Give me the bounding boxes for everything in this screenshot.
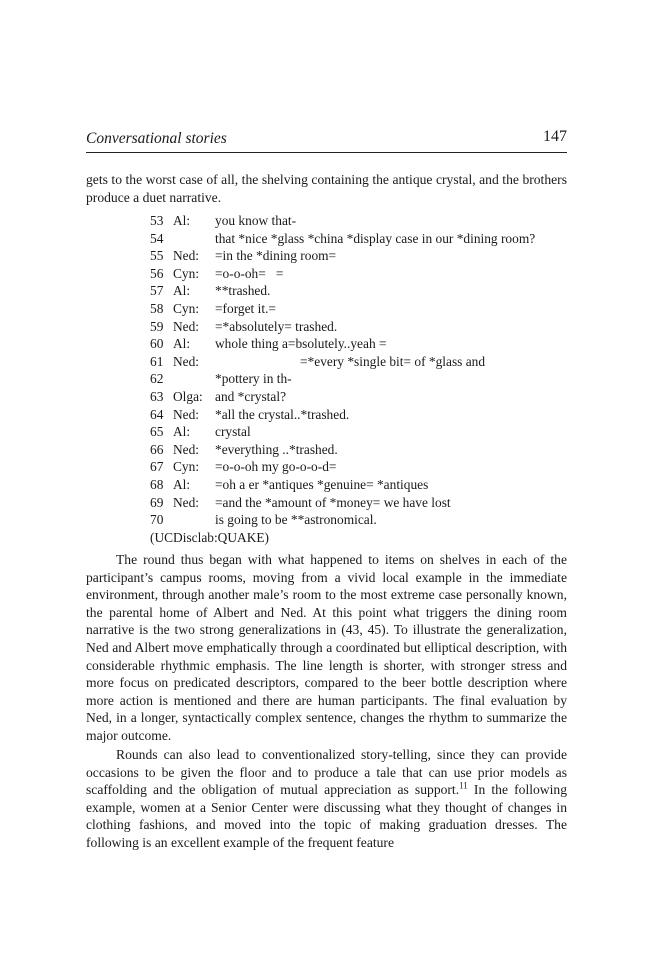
- speaker-label: Ned:: [173, 353, 200, 369]
- speaker-label: Al:: [173, 336, 191, 352]
- speaker-label: Al:: [173, 476, 191, 492]
- utterance-text: that *nice *glass *china *display case in our *dining room?: [215, 230, 536, 246]
- utterance-text: *all the crystal..*trashed.: [215, 406, 350, 422]
- speaker-label: Cyn:: [173, 459, 200, 475]
- transcript-excerpt: [150, 212, 570, 546]
- utterance-text: and *crystal?: [215, 388, 287, 404]
- speaker-label: Cyn:: [173, 300, 200, 316]
- line-number: 54: [150, 230, 164, 246]
- transcript-line: [150, 441, 570, 459]
- line-number: 58: [150, 300, 164, 316]
- transcript-line: [150, 282, 570, 300]
- transcript-line: [150, 212, 570, 230]
- line-number: 60: [150, 336, 164, 352]
- line-number: 61: [150, 353, 164, 369]
- line-number: 66: [150, 441, 164, 457]
- intro-paragraph: gets to the worst case of all, the shelving containing the antique crystal, and the brothers produce a duet narrative.: [86, 172, 567, 205]
- utterance-text: *pottery in th-: [215, 371, 292, 387]
- speaker-label: Al:: [173, 213, 191, 228]
- transcript-line: [150, 370, 570, 388]
- speaker-label: Ned:: [173, 494, 200, 510]
- transcript-line: [150, 458, 570, 476]
- paragraph-2-text: Rounds can also lead to conventionalized story-telling, since they can provide occasions to be given the floor and to produce a tale that can use prior models as scaffolding and the obligation of mutual appreciation as support.: [86, 747, 567, 798]
- utterance-text: =and the *amount of *money= we have lost: [215, 494, 451, 510]
- transcript-line: [150, 230, 570, 248]
- speaker-label: Ned:: [173, 406, 200, 422]
- utterance-text: =*absolutely= trashed.: [215, 318, 338, 334]
- utterance-text: crystal: [215, 424, 251, 440]
- utterance-text: *everything ..*trashed.: [215, 441, 338, 457]
- chapter-title: Conversational stories: [86, 130, 227, 147]
- line-number: 53: [150, 213, 164, 228]
- transcript-line: [150, 476, 570, 494]
- line-number: 63: [150, 388, 164, 404]
- transcript-source: (UCDisclab:QUAKE): [150, 529, 270, 545]
- line-number: 70: [150, 512, 164, 528]
- utterance-text: =forget it.=: [215, 300, 276, 316]
- line-number: 57: [150, 283, 164, 299]
- utterance-text: =*every *single bit= of *glass and: [300, 353, 486, 369]
- utterance-text: =o-o-oh= =: [215, 265, 284, 281]
- speaker-label: Ned:: [173, 318, 200, 334]
- line-number: 55: [150, 248, 164, 264]
- transcript-line: [150, 406, 570, 424]
- line-number: 59: [150, 318, 164, 334]
- speaker-label: Al:: [173, 283, 191, 299]
- transcript-line: [150, 318, 570, 336]
- utterance-text: is going to be **astronomical.: [215, 512, 377, 528]
- line-number: 64: [150, 406, 164, 422]
- transcript-line: [150, 247, 570, 265]
- utterance-text: =oh a er *antiques *genuine= *antiques: [215, 476, 429, 492]
- transcript-line: [150, 423, 570, 441]
- transcript-line: [150, 265, 570, 283]
- transcript-line: [150, 300, 570, 318]
- transcript-line: [150, 511, 570, 529]
- page-number: 147: [543, 128, 567, 145]
- line-number: 65: [150, 424, 164, 440]
- line-number: 68: [150, 476, 164, 492]
- utterance-text: you know that-: [215, 213, 297, 228]
- utterance-text: whole thing a=bsolutely..yeah =: [215, 336, 387, 352]
- utterance-text: **trashed.: [215, 283, 271, 299]
- transcript-line: [150, 353, 570, 371]
- transcript-line: [150, 388, 570, 406]
- body-paragraph-2: [86, 746, 567, 852]
- transcript-line: [150, 494, 570, 512]
- body-paragraph-1: The round thus began with what happened to items on shelves in each of the participant’s campus rooms, moving from a vivid local example in the immediate environment, through another male’s room to the most extreme case personally known, the parental home of Albert and Ned. At this point what triggers the dining room narrative is the two strong generalizations in (43, 45). To illustrate the generalization, Ned and Albert move emphatically through a coordinated but elliptical description, with considerable rhythmic emphasis. The line length is shorter, with stronger stress and more focus on predicated descriptors, compared to the beer bottle description where more action is mentioned and there are human participants. The final evaluation by Ned, in a longer, syntactically complex sentence, changes the rhythm to summarize the major outcome.: [86, 552, 567, 743]
- transcript-line: [150, 335, 570, 353]
- footnote-marker: 11: [459, 780, 468, 791]
- utterance-text: =in the *dining room=: [215, 248, 337, 264]
- utterance-text: =o-o-oh my go-o-o-d=: [215, 459, 337, 475]
- line-number: 67: [150, 459, 164, 475]
- speaker-label: Ned:: [173, 248, 200, 264]
- speaker-label: Olga:: [173, 388, 203, 404]
- line-number: 62: [150, 371, 164, 387]
- line-number: 69: [150, 494, 164, 510]
- paragraph-2-continuation: In the following example, women at a Senior Center were discussing what they thought of changes in clothing fashions, and moved into the topic of making graduation dresses. The following is an excellent example of the frequent feature: [86, 782, 567, 850]
- speaker-label: Al:: [173, 424, 191, 440]
- speaker-label: Ned:: [173, 441, 200, 457]
- running-head: [86, 128, 567, 153]
- line-number: 56: [150, 265, 164, 281]
- speaker-label: Cyn:: [173, 265, 200, 281]
